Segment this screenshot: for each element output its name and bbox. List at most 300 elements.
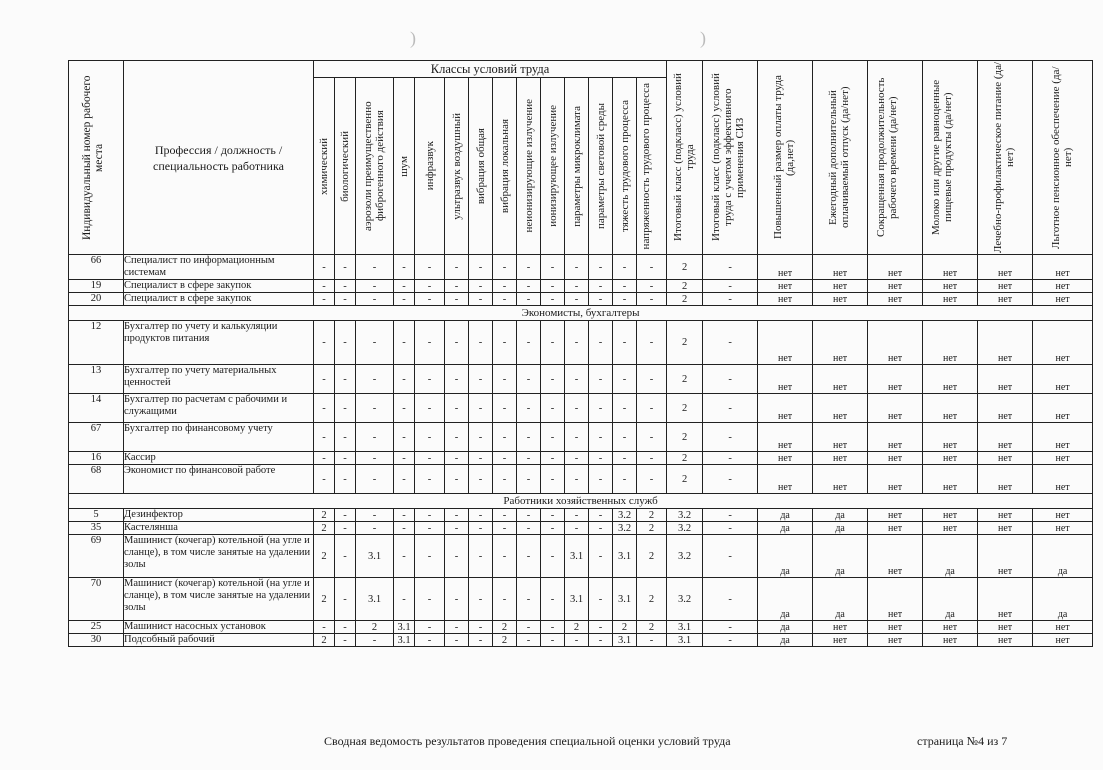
factor-class-cell: 3.1 [565,578,589,621]
pension-cell: нет [1033,255,1093,280]
factor-class-cell: 2 [637,509,667,522]
factor-class-cell: - [394,365,415,394]
rm-number-cell: 69 [69,535,124,578]
factor-class-cell: - [335,522,356,535]
rm-number-cell: 14 [69,394,124,423]
short-time-cell: нет [868,255,923,280]
factor-header: аэрозоли преимущественно фиброгенного действия [356,78,394,255]
milk-cell: нет [923,365,978,394]
factor-class-cell: - [394,465,415,494]
food-cell: нет [978,465,1033,494]
factor-class-cell: - [314,394,335,423]
factor-class-cell: - [415,423,445,452]
food-cell: нет [978,365,1033,394]
factor-class-cell: - [335,634,356,647]
factor-class-cell: - [415,293,445,306]
profession-cell: Бухгалтер по учету материальных ценностей [124,365,314,394]
factor-class-cell: - [356,321,394,365]
final-class-cell: 3.1 [667,634,703,647]
factor-class-cell: - [517,535,541,578]
factor-class-cell: 2 [314,522,335,535]
factor-class-cell: - [415,509,445,522]
profession-header: Профессия / должность / специальность работника [124,61,314,255]
factor-class-cell: - [469,535,493,578]
short-time-cell: нет [868,321,923,365]
table-row [69,509,1093,522]
final-class-cell: 3.2 [667,578,703,621]
factor-header: напряженность трудового процесса [637,78,667,255]
table-row [69,394,1093,423]
milk-cell: да [923,578,978,621]
factor-class-cell: - [517,465,541,494]
final-class-siz-cell: - [703,452,758,465]
food-cell: нет [978,321,1033,365]
leave-cell: нет [813,365,868,394]
factor-class-cell: - [445,394,469,423]
factor-class-cell: - [335,394,356,423]
factor-class-cell: - [415,452,445,465]
table-row [69,321,1093,365]
table-row [69,280,1093,293]
factor-class-cell: - [356,394,394,423]
factor-class-cell: - [335,255,356,280]
table-row [69,465,1093,494]
milk-cell: нет [923,522,978,535]
final-class-siz-cell: - [703,365,758,394]
factor-class-cell: 3.1 [565,535,589,578]
factor-class-cell: - [314,452,335,465]
factor-class-cell: - [493,280,517,293]
factor-class-cell: - [565,394,589,423]
factor-class-cell: 2 [565,621,589,634]
leave-cell: да [813,578,868,621]
rm-number-cell: 30 [69,634,124,647]
pension-cell: нет [1033,621,1093,634]
factor-class-cell: - [517,280,541,293]
factor-class-cell: - [335,293,356,306]
factor-header: параметры микроклимата [565,78,589,255]
leave-cell: нет [813,255,868,280]
rm-number-cell: 67 [69,423,124,452]
factor-class-cell: - [541,423,565,452]
milk-cell: нет [923,452,978,465]
pay-cell: нет [758,321,813,365]
factor-class-cell: - [445,280,469,293]
milk-header: Молоко или другие равноценные пищевые продукты (да/нет) [923,61,978,255]
factor-class-cell: - [613,255,637,280]
milk-cell: нет [923,293,978,306]
factor-class-cell: - [541,634,565,647]
factor-class-cell: - [541,452,565,465]
pension-cell: нет [1033,365,1093,394]
leave-cell: нет [813,452,868,465]
final-class-cell: 3.2 [667,535,703,578]
final-class-siz-cell: - [703,394,758,423]
final-class-siz-cell: - [703,423,758,452]
factor-class-cell: - [415,394,445,423]
factor-header: шум [394,78,415,255]
factor-class-cell: - [415,365,445,394]
factor-class-cell: - [589,634,613,647]
short-time-cell: нет [868,280,923,293]
milk-cell: нет [923,321,978,365]
factor-class-cell: - [356,423,394,452]
pay-cell: нет [758,452,813,465]
factor-class-cell: - [469,293,493,306]
factor-class-cell: 3.1 [394,621,415,634]
final-class-siz-cell: - [703,621,758,634]
factor-class-cell: - [541,321,565,365]
factor-class-cell: - [493,535,517,578]
factor-class-cell: - [469,452,493,465]
factor-header: ионизирующее излучение [541,78,565,255]
table-row [69,293,1093,306]
rm-number-cell: 66 [69,255,124,280]
rm-number-cell: 20 [69,293,124,306]
factor-class-cell: - [517,578,541,621]
factor-class-cell: - [493,423,517,452]
factor-class-cell: - [517,423,541,452]
factor-class-cell: - [493,255,517,280]
final-class-header: Итоговый класс (подкласс) условий труда [667,61,703,255]
milk-cell: нет [923,621,978,634]
leave-cell: да [813,535,868,578]
pension-cell: да [1033,578,1093,621]
milk-cell: нет [923,280,978,293]
factor-class-cell: - [541,394,565,423]
factor-header: ультразвук воздушный [445,78,469,255]
table-row [69,522,1093,535]
factor-header: инфразвук [415,78,445,255]
factor-class-cell: - [394,293,415,306]
factor-class-cell: - [589,535,613,578]
factor-class-cell: - [589,255,613,280]
profession-cell: Кассир [124,452,314,465]
factor-class-cell: - [356,255,394,280]
factor-header: параметры световой среды [589,78,613,255]
short-time-cell: нет [868,634,923,647]
factor-class-cell: - [637,394,667,423]
factor-class-cell: - [356,293,394,306]
rm-number-cell: 68 [69,465,124,494]
rm-number-cell: 13 [69,365,124,394]
food-cell: нет [978,452,1033,465]
factor-class-cell: - [445,535,469,578]
pay-cell: нет [758,423,813,452]
factor-class-cell: - [589,509,613,522]
short-time-cell: нет [868,522,923,535]
rm-number-cell: 25 [69,621,124,634]
pay-cell: да [758,535,813,578]
final-class-siz-cell: - [703,293,758,306]
rm-number-header: Индивидуальный номер рабочего места [69,61,124,255]
table-row [69,634,1093,647]
factor-class-cell: - [565,465,589,494]
factor-class-cell: - [637,634,667,647]
factor-class-cell: - [356,280,394,293]
milk-cell: да [923,535,978,578]
factor-class-cell: - [637,365,667,394]
factor-class-cell: - [314,621,335,634]
short-time-cell: нет [868,621,923,634]
scan-artifact: ) [410,28,416,48]
factor-class-cell: 2 [314,578,335,621]
short-time-cell: нет [868,293,923,306]
factor-class-cell: - [637,293,667,306]
factor-class-cell: - [613,365,637,394]
final-class-siz-header: Итоговый класс (подкласс) условий труда с учетом эффективного применения СИЗ [703,61,758,255]
profession-cell: Специалист в сфере закупок [124,280,314,293]
factor-class-cell: - [613,280,637,293]
final-class-siz-cell: - [703,321,758,365]
factor-class-cell: - [335,465,356,494]
factor-class-cell: - [589,621,613,634]
profession-cell: Машинист (кочегар) котельной (на угле и сланце), в том числе занятые на удалении золы [124,535,314,578]
pension-header: Льготное пенсионное обеспечение (да/нет) [1033,61,1093,255]
factor-class-cell: - [314,293,335,306]
factor-class-cell: - [493,365,517,394]
factor-class-cell: - [445,293,469,306]
scan-artifact: ) [700,28,706,48]
factor-class-cell: - [565,522,589,535]
pay-cell: нет [758,365,813,394]
section-header-row [69,494,1093,509]
factor-header: вибрация локальная [493,78,517,255]
factor-class-cell: - [314,280,335,293]
food-cell: нет [978,255,1033,280]
pension-cell: нет [1033,465,1093,494]
food-cell: нет [978,394,1033,423]
factor-class-cell: 2 [314,535,335,578]
factor-class-cell: - [445,321,469,365]
factor-class-cell: - [335,423,356,452]
factor-class-cell: - [637,321,667,365]
header-row-group [69,61,1093,78]
factor-class-cell: 3.2 [613,522,637,535]
final-class-cell: 3.2 [667,522,703,535]
factor-class-cell: - [415,522,445,535]
factor-class-cell: - [445,578,469,621]
factor-class-cell: - [469,321,493,365]
factor-header: тяжесть трудового процесса [613,78,637,255]
table-row [69,423,1093,452]
pension-cell: нет [1033,293,1093,306]
factor-class-cell: - [445,255,469,280]
footer-page-number: страница №4 из 7 [917,734,1008,748]
table-row [69,621,1093,634]
factor-class-cell: - [415,535,445,578]
factor-class-cell: - [469,465,493,494]
factor-class-cell: - [314,423,335,452]
factor-class-cell: - [394,578,415,621]
factor-class-cell: 2 [637,522,667,535]
factor-class-cell: - [469,522,493,535]
factor-class-cell: - [469,423,493,452]
profession-cell: Экономист по финансовой работе [124,465,314,494]
pay-cell: да [758,509,813,522]
factor-class-cell: - [415,255,445,280]
leave-cell: нет [813,465,868,494]
profession-cell: Специалист по информационным системам [124,255,314,280]
short-time-cell: нет [868,452,923,465]
pension-cell: да [1033,535,1093,578]
final-class-siz-cell: - [703,522,758,535]
factor-class-cell: - [394,522,415,535]
factor-class-cell: - [493,522,517,535]
factor-class-cell: - [589,452,613,465]
factor-class-cell: 2 [493,621,517,634]
factor-class-cell: - [356,634,394,647]
factor-class-cell: 3.2 [613,509,637,522]
milk-cell: нет [923,634,978,647]
factor-class-cell: - [394,509,415,522]
factor-class-cell: - [445,423,469,452]
pay-cell: нет [758,293,813,306]
factor-class-cell: - [541,255,565,280]
milk-cell: нет [923,465,978,494]
factor-class-cell: - [517,293,541,306]
factor-class-cell: 2 [637,621,667,634]
factor-class-cell: - [589,321,613,365]
factor-class-cell: 3.1 [356,535,394,578]
rm-number-cell: 16 [69,452,124,465]
factor-class-cell: - [565,452,589,465]
pay-cell: да [758,578,813,621]
factor-class-cell: - [445,452,469,465]
factor-class-cell: - [335,621,356,634]
leave-cell: да [813,509,868,522]
profession-cell: Подсобный рабочий [124,634,314,647]
classes-group-header: Классы условий труда [314,61,667,78]
factor-class-cell: - [541,522,565,535]
pension-cell: нет [1033,423,1093,452]
factor-class-cell: - [314,255,335,280]
table-row [69,365,1093,394]
leave-cell: нет [813,621,868,634]
factor-class-cell: 2 [637,535,667,578]
factor-class-cell: - [589,465,613,494]
milk-cell: нет [923,509,978,522]
final-class-siz-cell: - [703,465,758,494]
profession-cell: Бухгалтер по учету и калькуляции продуктов питания [124,321,314,365]
short-time-cell: нет [868,365,923,394]
factor-class-cell: - [589,365,613,394]
table-row [69,578,1093,621]
factor-class-cell: - [445,621,469,634]
factor-class-cell: - [469,578,493,621]
factor-class-cell: - [541,293,565,306]
milk-cell: нет [923,255,978,280]
pension-cell: нет [1033,321,1093,365]
table-row [69,255,1093,280]
profession-cell: Бухгалтер по финансовому учету [124,423,314,452]
factor-class-cell: - [589,293,613,306]
rm-number-cell: 12 [69,321,124,365]
factor-class-cell: 2 [356,621,394,634]
table-row [69,452,1093,465]
factor-class-cell: - [415,280,445,293]
factor-class-cell: - [469,634,493,647]
final-class-cell: 2 [667,465,703,494]
final-class-siz-cell: - [703,634,758,647]
factor-class-cell: - [493,509,517,522]
factor-class-cell: - [469,394,493,423]
rm-number-cell: 5 [69,509,124,522]
short-time-cell: нет [868,423,923,452]
factor-class-cell: - [314,365,335,394]
factor-class-cell: - [394,255,415,280]
factor-class-cell: - [445,365,469,394]
factor-class-cell: - [541,535,565,578]
final-class-siz-cell: - [703,255,758,280]
final-class-cell: 3.2 [667,509,703,522]
factor-class-cell: - [356,465,394,494]
factor-class-cell: - [517,321,541,365]
factor-class-cell: - [589,522,613,535]
pay-cell: нет [758,394,813,423]
factor-class-cell: - [589,578,613,621]
factor-class-cell: 3.1 [356,578,394,621]
short-time-cell: нет [868,509,923,522]
factor-class-cell: - [356,509,394,522]
final-class-cell: 2 [667,293,703,306]
factor-class-cell: - [415,321,445,365]
factor-class-cell: - [493,394,517,423]
food-cell: нет [978,293,1033,306]
pension-cell: нет [1033,509,1093,522]
factor-class-cell: - [637,255,667,280]
factor-class-cell: 3.1 [394,634,415,647]
factor-class-cell: - [589,394,613,423]
factor-class-cell: - [637,465,667,494]
final-class-siz-cell: - [703,509,758,522]
food-cell: нет [978,578,1033,621]
pay-cell: да [758,522,813,535]
final-class-cell: 3.1 [667,621,703,634]
milk-cell: нет [923,394,978,423]
factor-class-cell: - [415,634,445,647]
food-header: Лечебно-профилактическое питание (да/нет) [978,61,1033,255]
factor-class-cell: - [517,522,541,535]
factor-class-cell: - [469,280,493,293]
short-time-cell: нет [868,578,923,621]
profession-cell: Бухгалтер по расчетам с рабочими и служащими [124,394,314,423]
factor-class-cell: - [356,522,394,535]
food-cell: нет [978,509,1033,522]
final-class-cell: 2 [667,365,703,394]
footer-title: Сводная ведомость результатов проведения специальной оценки условий труда [324,734,731,748]
pay-cell: да [758,634,813,647]
section-title: Работники хозяйственных служб [69,494,1093,509]
factor-class-cell: - [335,535,356,578]
factor-class-cell: - [314,321,335,365]
food-cell: нет [978,621,1033,634]
factor-header: неионизирующие излучение [517,78,541,255]
factor-class-cell: - [335,365,356,394]
factor-class-cell: - [637,280,667,293]
rm-number-cell: 35 [69,522,124,535]
factor-class-cell: - [394,423,415,452]
factor-class-cell: - [469,509,493,522]
factor-class-cell: 3.1 [613,535,637,578]
profession-cell: Дезинфектор [124,509,314,522]
factor-header: вибрация общая [469,78,493,255]
factor-class-cell: - [415,578,445,621]
factor-class-cell: - [394,452,415,465]
factor-class-cell: - [314,465,335,494]
profession-cell: Машинист насосных установок [124,621,314,634]
factor-class-cell: - [541,621,565,634]
